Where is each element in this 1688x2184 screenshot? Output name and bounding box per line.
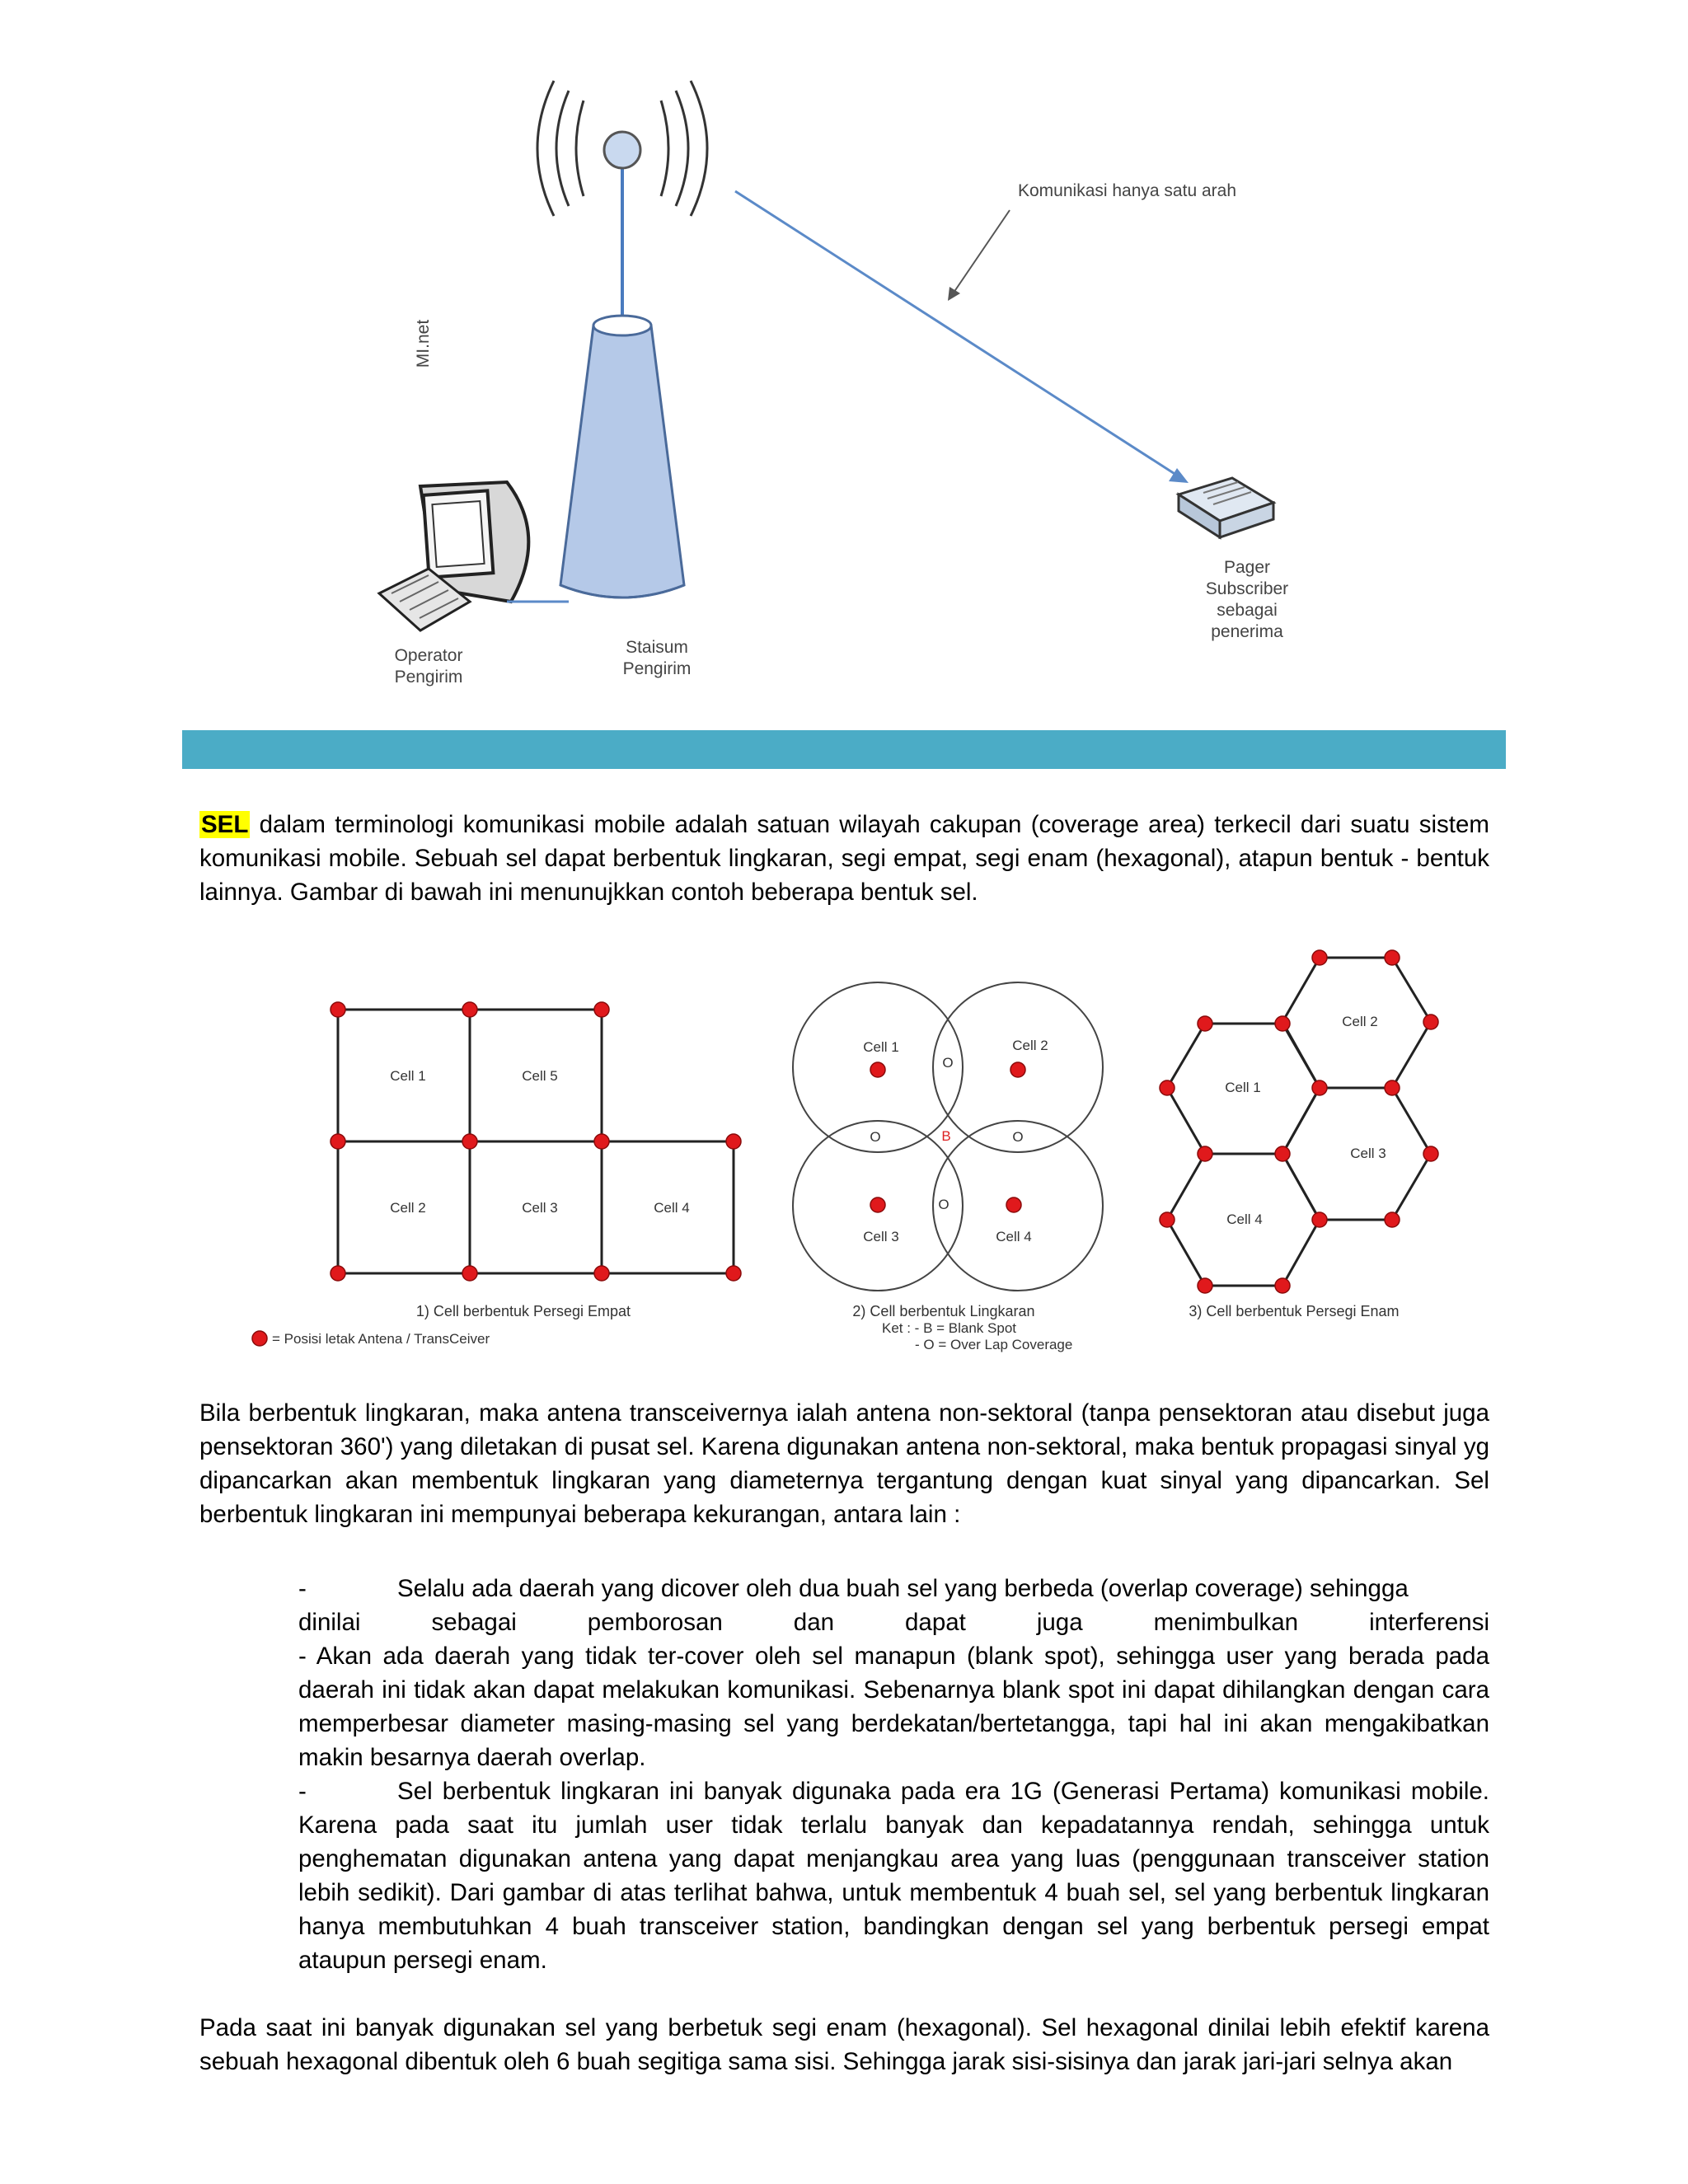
antenna-dot [1160, 1212, 1175, 1227]
cell-shapes-figure [231, 940, 1467, 1360]
antenna-dot [462, 1134, 477, 1149]
overlap-mark: O [1012, 1129, 1024, 1145]
annotation-arrow-line [952, 210, 1010, 295]
circle-caption: 2) Cell berbentuk Lingkaran [852, 1303, 1035, 1319]
antenna-dot [1006, 1197, 1021, 1212]
antenna-dot [1275, 1016, 1290, 1031]
antenna-dot [331, 1002, 345, 1017]
antenna-dot [1312, 950, 1327, 965]
beam-arrowhead-icon [1169, 468, 1189, 483]
overlap-mark: O [870, 1129, 881, 1145]
overlap-mark: O [938, 1197, 950, 1212]
list-dash: - [298, 1575, 307, 1602]
hex-cell-label: Cell 1 [1225, 1080, 1261, 1095]
transmitter-station-icon [560, 316, 684, 598]
operator-computer-icon [379, 482, 528, 630]
highlight-sel: SEL [201, 811, 249, 838]
one-way-note-label: Komunikasi hanya satu arah [1018, 181, 1236, 200]
paragraph-sel-definition [199, 808, 1489, 909]
hex-caption: 3) Cell berbentuk Persegi Enam [1189, 1303, 1400, 1319]
operator-label-l1: Operator [394, 646, 463, 665]
antenna-tip-icon [604, 132, 640, 168]
antenna-dot [1385, 1080, 1400, 1095]
antenna-dot [870, 1062, 885, 1077]
square-cell-label: Cell 5 [522, 1068, 558, 1084]
antenna-dot [1198, 1278, 1212, 1293]
section-divider-band [182, 730, 1506, 769]
antenna-dot [462, 1266, 477, 1281]
antenna-dot [462, 1002, 477, 1017]
operator-label-l2: Pengirim [394, 668, 463, 687]
circle-cell-label: Cell 4 [996, 1229, 1032, 1244]
antenna-dot [1423, 1015, 1438, 1029]
legend-text: = Posisi letak Antena / TransCeiver [272, 1331, 490, 1347]
legend-dot-icon [252, 1331, 267, 1346]
circle-cell-label: Cell 2 [1012, 1038, 1048, 1053]
square-cell-label: Cell 1 [390, 1068, 426, 1084]
square-cell-label: Cell 4 [654, 1200, 690, 1216]
blank-spot-mark: B [941, 1128, 951, 1144]
circle-cell-label: Cell 1 [863, 1039, 899, 1055]
antenna-dot [870, 1197, 885, 1212]
hex-cell-label: Cell 3 [1350, 1146, 1386, 1161]
hex-cell-label: Cell 2 [1342, 1014, 1378, 1029]
station-label-l1: Staisum [626, 638, 688, 657]
square-caption: 1) Cell berbentuk Persegi Empat [415, 1303, 631, 1319]
pager-icon [1179, 478, 1273, 537]
one-way-beam-line [735, 191, 1179, 476]
circle-cell-label: Cell 3 [863, 1229, 899, 1244]
antenna-dot [1385, 1212, 1400, 1227]
square-cell-label: Cell 3 [522, 1200, 558, 1216]
list-item-continuation: dinilai sebagai pemborosan dan dapat juga menimbulkan interferensi [298, 1609, 1489, 1636]
list-item-text: Selalu ada daerah yang dicover oleh dua buah sel yang berbeda (overlap coverage) sehingga [397, 1575, 1409, 1602]
square-cell-label: Cell 2 [390, 1200, 426, 1216]
antenna-dot [1312, 1212, 1327, 1227]
watermark-text: MI.net [414, 319, 433, 368]
list-item [298, 1774, 1489, 1977]
annotation-arrowhead-icon [948, 287, 960, 301]
antenna-dot [1385, 950, 1400, 965]
paragraph-lingkaran: Bila berbentuk lingkaran, maka antena transceivernya ialah antena non-sektoral (tanpa pensektoran atau disebut juga pensektoran 360') yang diletakan di pusat sel. Karena digunakan antena non-sektoral, maka bentuk propagasi sinyal yg dipancarkan akan membentuk lingkaran yang diameternya tergantung dengan kuat sinyal yang dipancarkan. Sel berbentuk lingkaran ini mempunyai beberapa kekurangan, antara lain : [199, 1399, 1489, 1528]
antenna-dot [1198, 1146, 1212, 1161]
antenna-dot [594, 1134, 609, 1149]
paging-system-figure [346, 74, 1335, 709]
pager-label-l1: Pager [1223, 558, 1271, 577]
pager-label-l4: penerima [1211, 622, 1283, 641]
circle-ket-line1: Ket : - B = Blank Spot [882, 1320, 1017, 1336]
list-dash: - [298, 1778, 307, 1805]
antenna-dot [594, 1002, 609, 1017]
list-item-text: Sel berbentuk lingkaran ini banyak digunaka pada era 1G (Generasi Pertama) komunikasi mobile. Karena pada saat itu jumlah user tidak terlalu banyak dan kepadatannya rendah, sehingga untuk penghematan digunakan antena yang dapat menjangkau area yang luas (penggunaan transceiver station lebih sedikit). Dari gambar di atas terlihat bahwa, untuk membentuk 4 buah sel, sel yang berbentuk lingkaran hanya membutuhkan 4 buah transceiver station, bandingkan dengan sel yang berbentuk persegi empat ataupun persegi enam. [298, 1778, 1489, 1974]
paragraph-hexagonal: Pada saat ini banyak digunakan sel yang berbetuk segi enam (hexagonal). Sel hexagonal dinilai lebih efektif karena sebuah hexagonal dibentuk oleh 6 buah segitiga sama sisi. Sehingga jarak sisi-sisinya dan jarak jari-jari selnya akan [199, 2014, 1489, 2075]
antenna-dot [1160, 1080, 1175, 1095]
circle-ket-line2: - O = Over Lap Coverage [915, 1337, 1073, 1352]
pager-label-l2: Subscriber [1205, 579, 1289, 598]
antenna-dot [726, 1134, 741, 1149]
list-item: - Akan ada daerah yang tidak ter-cover oleh sel manapun (blank spot), sehingga user yang berada pada daerah ini tidak akan dapat melakukan komunikasi. Sebenarnya blank spot ini dapat dihilangkan dengan cara memperbesar diameter masing-masing sel yang berdekatan/bertetangga, tapi hal ini akan mengakibatkan makin besarnya daerah overlap. [298, 1643, 1489, 1771]
antenna-dot [331, 1266, 345, 1281]
antenna-dot [726, 1266, 741, 1281]
antenna-dot [1275, 1278, 1290, 1293]
station-label-l2: Pengirim [622, 659, 692, 678]
paragraph-sel-text: dalam terminologi komunikasi mobile adalah satuan wilayah cakupan (coverage area) terkecil dari suatu sistem komunikasi mobile. Sebuah sel dapat berbentuk lingkaran, segi empat, segi enam (hexagonal), atapun bentuk - bentuk lainnya. Gambar di bawah ini menunujkkan contoh beberapa bentuk sel. [199, 811, 1489, 906]
antenna-dot [594, 1266, 609, 1281]
antenna-dot [331, 1134, 345, 1149]
overlap-mark: O [942, 1055, 954, 1071]
antenna-dot [1010, 1062, 1025, 1077]
list-item [298, 1572, 1489, 1605]
pager-label-l3: sebagai [1217, 601, 1278, 620]
hex-cell-group [1167, 958, 1431, 1286]
hex-cell-label: Cell 4 [1226, 1212, 1263, 1227]
antenna-dot [1275, 1146, 1290, 1161]
kekurangan-list [298, 1572, 1489, 1977]
antenna-dot [1312, 1080, 1327, 1095]
square-cell-grid [338, 1010, 734, 1273]
antenna-dot [1198, 1016, 1212, 1031]
antenna-dot [1423, 1146, 1438, 1161]
